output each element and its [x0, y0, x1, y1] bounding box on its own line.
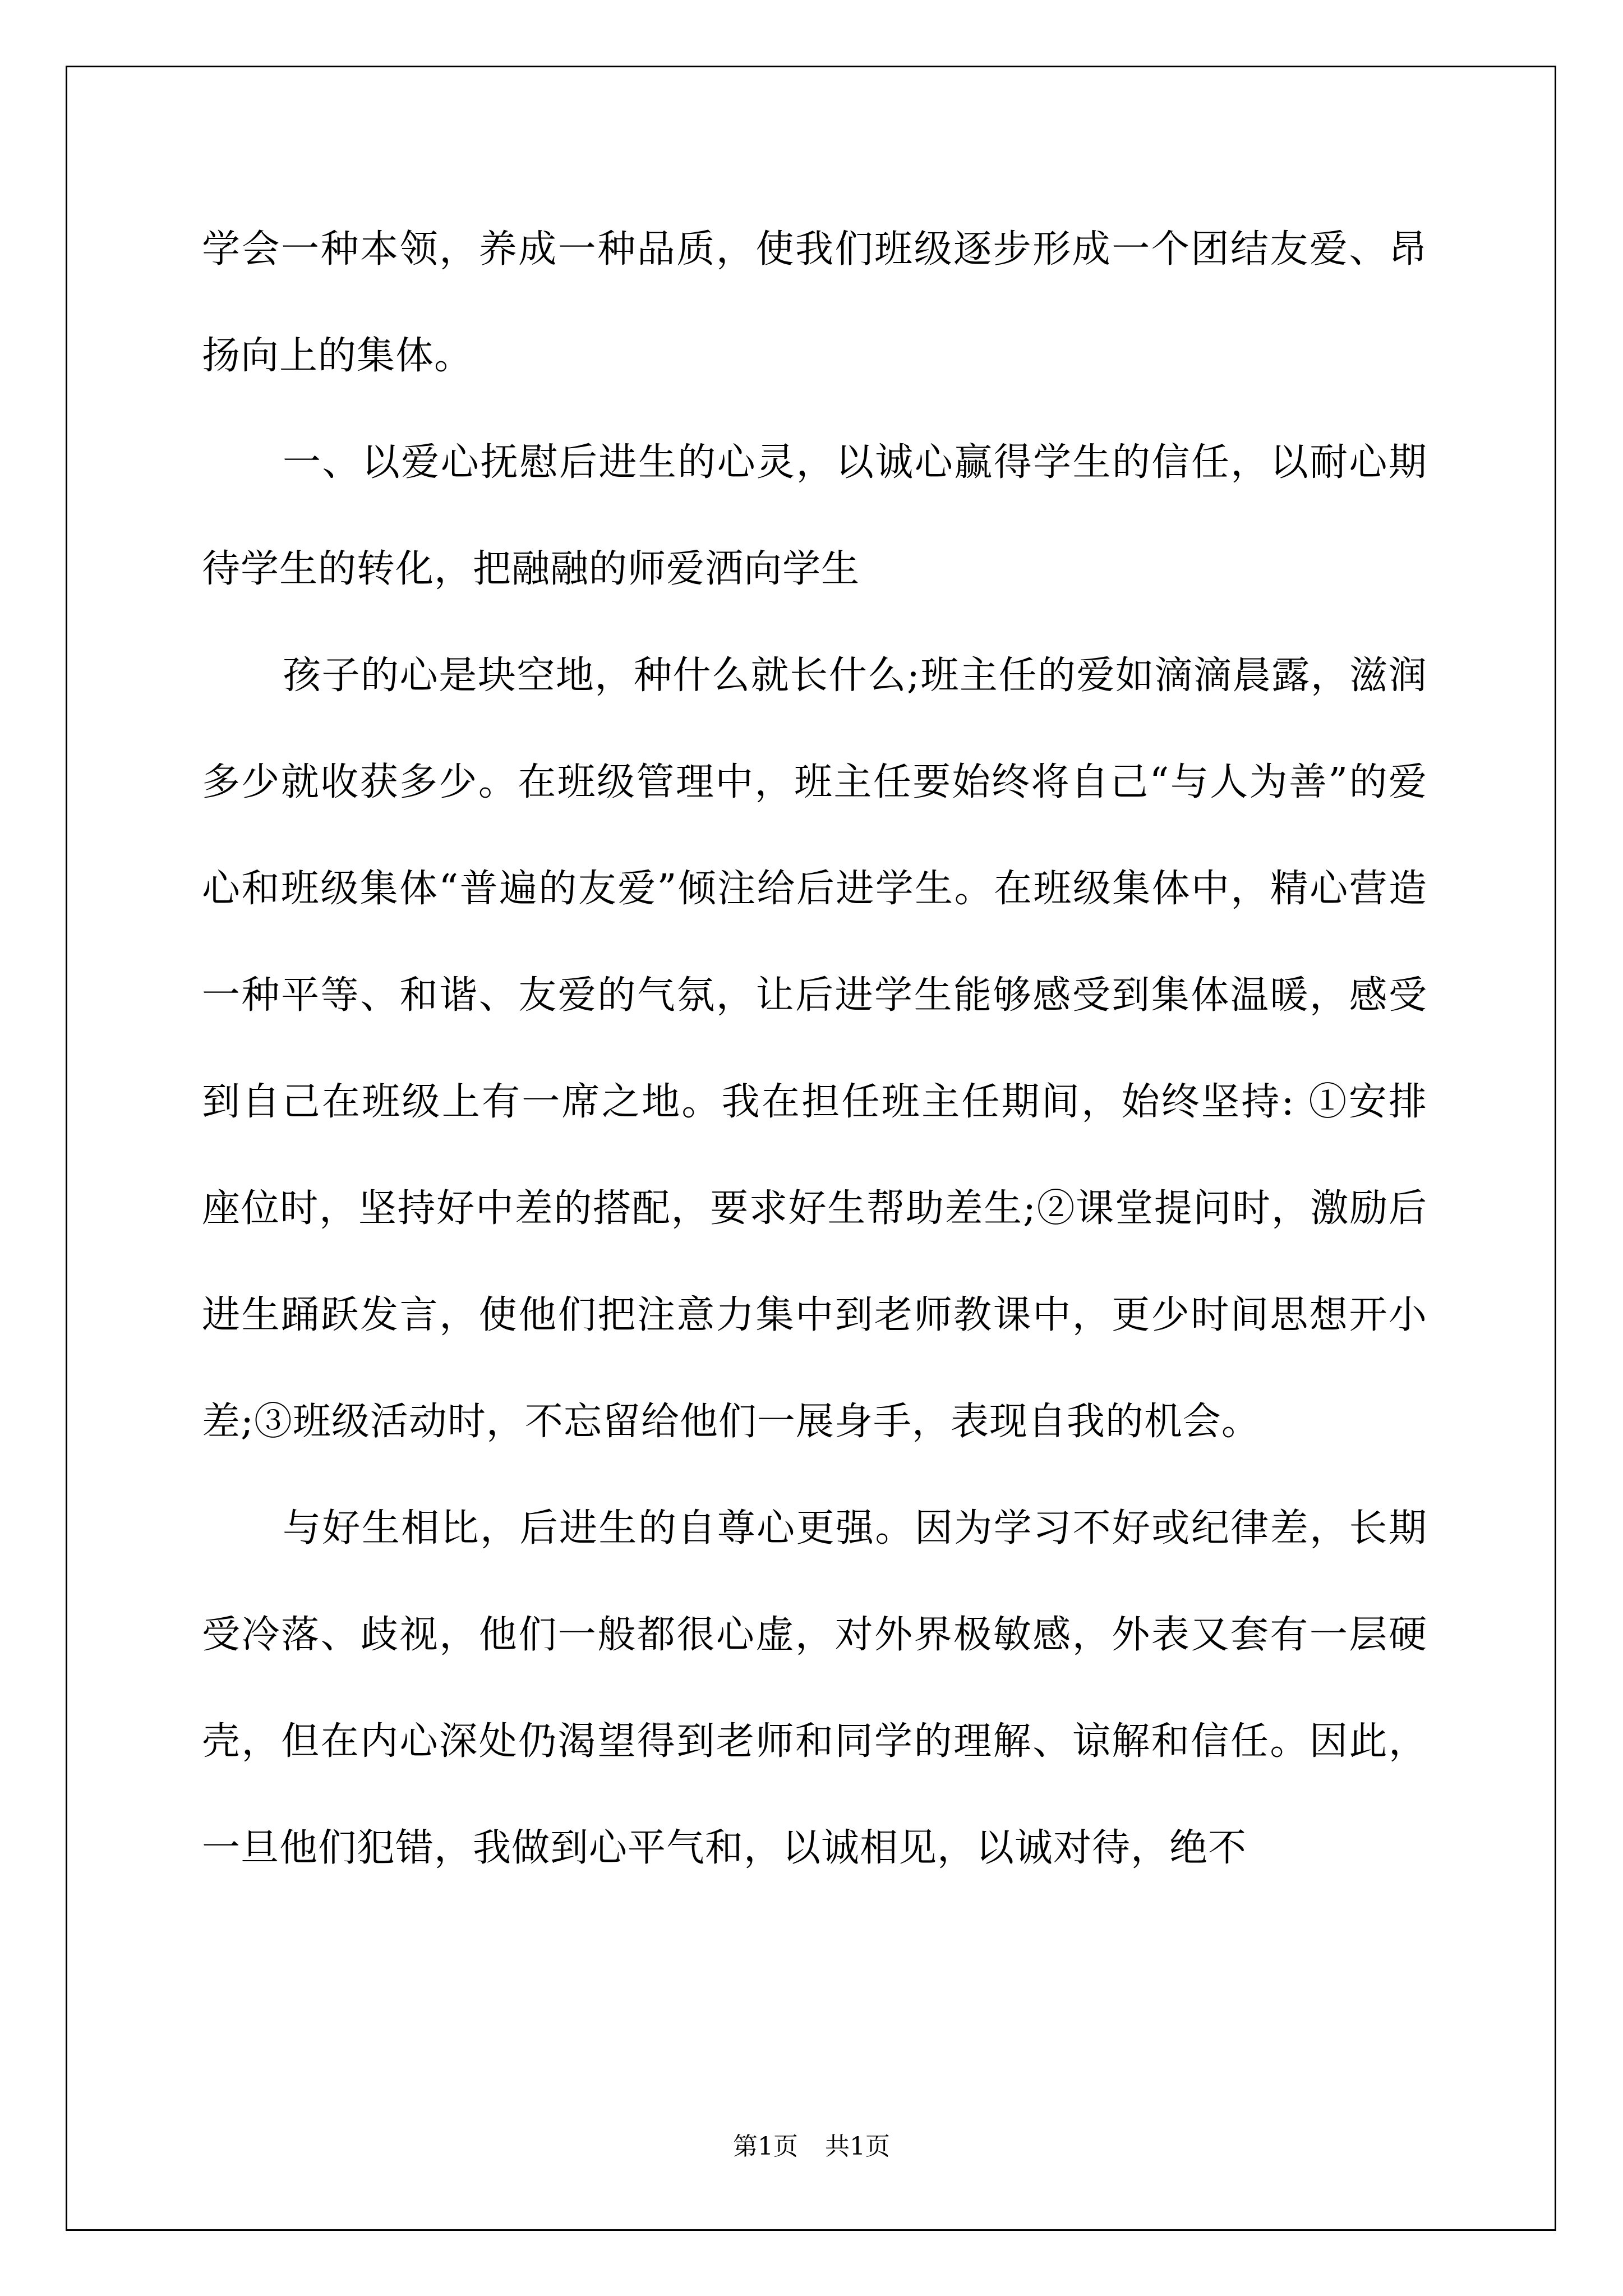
page-footer: [0, 2126, 1623, 2162]
paragraph-2: 一、以爱心抚慰后进生的心灵，以诚心赢得学生的信任，以耐心期待学生的转化，把融融的师爱洒向学生: [202, 440, 1427, 591]
document-body: [202, 196, 1427, 1902]
page-number: 第1页: [733, 2132, 798, 2161]
paragraph-4: 与好生相比，后进生的自尊心更强。因为学习不好或纪律差，长期受冷落、歧视，他们一般都很心虚，对外界极敏感，外表又套有一层硬壳，但在内心深处仍渴望得到老师和同学的理解、谅解和信任。因此，一旦他们犯错，我做到心平气和，以诚相见，以诚对待，绝不: [202, 1506, 1427, 1870]
paragraph-3: 孩子的心是块空地，种什么就长什么;班主任的爱如滴滴晨露，滋润多少就收获多少。在班级管理中，班主任要始终将自己“与人为善”的爱心和班级集体“普遍的友爱”倾注给后进学生。在班级集体中，精心营造一种平等、和谐、友爱的气氛，让后进学生能够感受到集体温暖，感受到自己在班级上有一席之地。我在担任班主任期间，始终坚持: ①安排座位时，坚持好中差的搭配，要求好生帮助差生;②课堂提问时，激励后进生踊跃发言，使他们把注意力集中到老师教课中，更少时间思想开小差;③班级活动时，不忘留给他们一展身手，表现自我的机会。: [202, 654, 1427, 1444]
page-total: 共1页: [825, 2132, 890, 2161]
paragraph-1: 学会一种本领，养成一种品质，使我们班级逐步形成一个团结友爱、昂扬向上的集体。: [202, 227, 1427, 378]
